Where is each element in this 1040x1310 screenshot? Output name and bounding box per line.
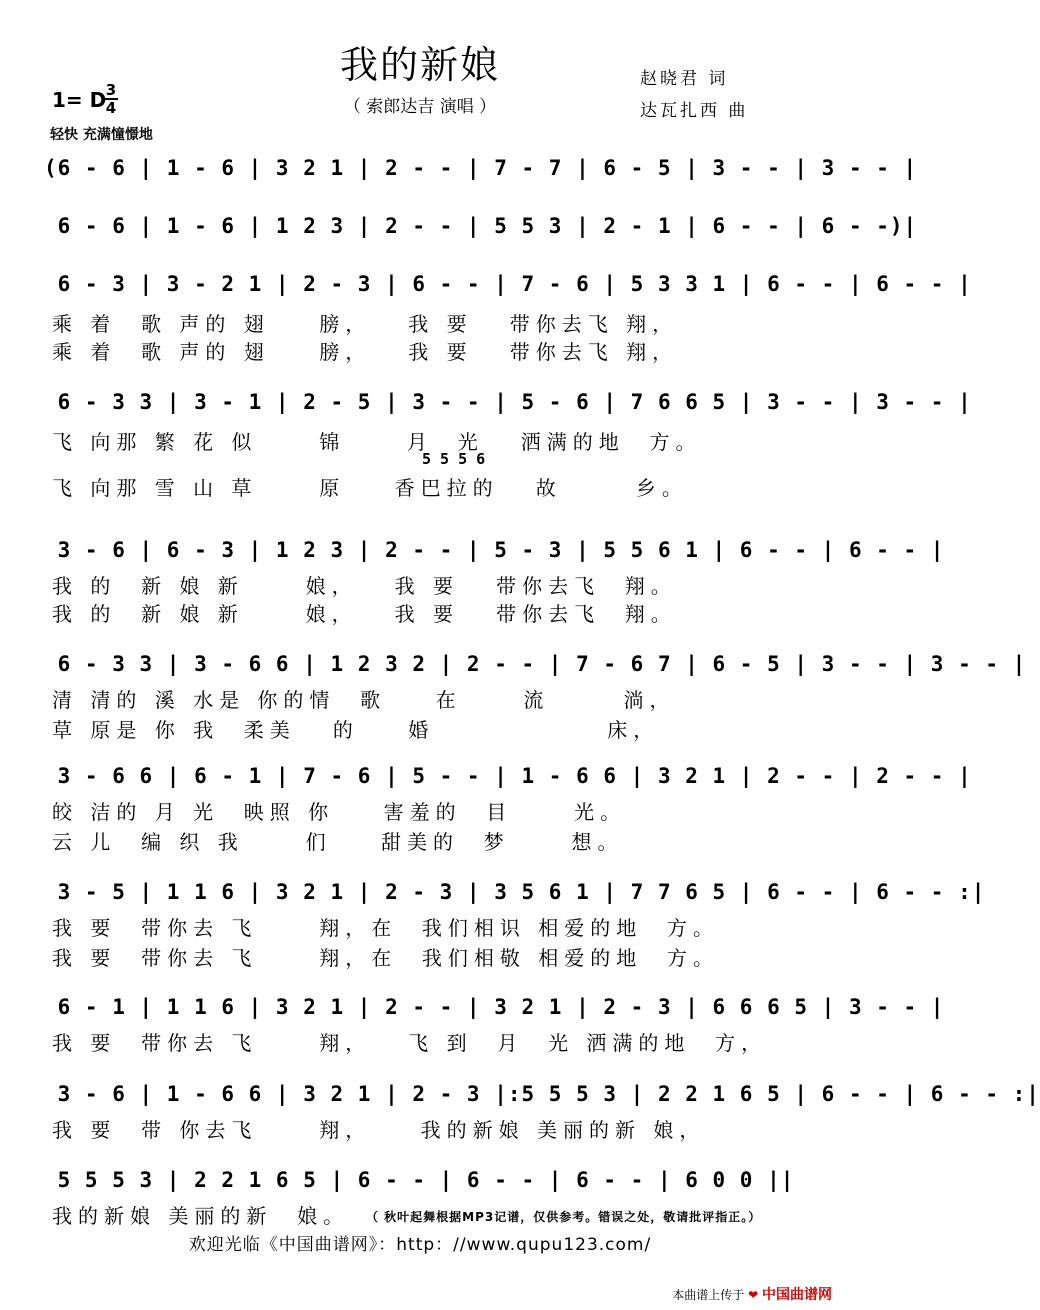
meter-bottom: 4 xyxy=(105,99,117,117)
lyric-verse-1: 我 要 带 你去飞 翔， 我的新娘 美丽的新 娘， xyxy=(52,1118,706,1142)
tempo-marking: 轻快 充满憧憬地 xyxy=(50,127,153,143)
composer: 达瓦扎西 曲 xyxy=(640,101,749,121)
transcription-remark: （ 秋叶起舞根据MP3记谱，仅供参考。错误之处，敬请批评指正。） xyxy=(366,1210,762,1224)
score-line-3 xyxy=(44,272,972,397)
lyric-verse-1: 我 要 带你去 飞 翔， 飞 到 月 光 洒满的地 方， xyxy=(52,1031,768,1055)
notation: 3 - 6 | 6 - 3 | 1 2 3 | 2 - - | 5 - 3 | 5 5 6 1 | 6 - - | 6 - - | xyxy=(44,538,945,562)
notation: (6 - 6 | 1 - 6 | 3 2 1 | 2 - - | 7 - 7 | 6 - 5 | 3 - - | 3 - - | xyxy=(44,156,918,180)
score-line-8 xyxy=(44,880,986,1005)
lyric-verse-2: 乘 着 歌 声的 翅 膀， 我 要 带你去飞 翔， xyxy=(52,340,679,364)
notation: 5 5 5 3 | 2 2 1 6 5 | 6 - - | 6 - - | 6 - - | 6 0 0 || xyxy=(44,1168,795,1192)
lyric-verse-2: 飞 向那 雪 山 草 原 香巴拉的 故 乡。 xyxy=(52,476,688,500)
site-logo-icon: ❤ xyxy=(748,1288,759,1302)
notation: 3 - 5 | 1 1 6 | 3 2 1 | 2 - 3 | 3 5 6 1 | 7 7 6 5 | 6 - - | 6 - - :| xyxy=(44,880,986,904)
welcome-line: 欢迎光临《中国曲谱网》：http：//www.qupu123.com/ xyxy=(188,1235,652,1255)
score-line-5 xyxy=(44,538,945,663)
lyric-verse-1: 我 要 带你去 飞 翔，在 我们相识 相爱的地 方。 xyxy=(52,916,720,940)
lyric-verse-1: 我 的 新 娘 新 娘， 我 要 带你去飞 翔。 xyxy=(52,574,677,598)
notation: 6 - 3 | 3 - 2 1 | 2 - 3 | 6 - - | 7 - 6 | 5 3 3 1 | 6 - - | 6 - - | xyxy=(44,272,972,296)
alternate-notes: 5 5 5 6 xyxy=(422,450,486,468)
song-title: 我的新娘 xyxy=(339,43,500,87)
notation: 6 - 1 | 1 1 6 | 3 2 1 | 2 - - | 3 2 1 | 2 - 3 | 6 6 6 5 | 3 - - | xyxy=(44,995,945,1019)
notation: 3 - 6 6 | 6 - 1 | 7 - 6 | 5 - - | 1 - 6 6 | 3 2 1 | 2 - - | 2 - - | xyxy=(44,764,972,788)
notation: 3 - 6 | 1 - 6 6 | 3 2 1 | 2 - 3 |:5 5 5 3 | 2 2 1 6 5 | 6 - - | 6 - - :| xyxy=(44,1082,1040,1106)
lyric-verse-2: 草 原是 你 我 柔美 的 婚 床， xyxy=(52,718,660,742)
lyric-verse-1: 乘 着 歌 声的 翅 膀， 我 要 带你去飞 翔， xyxy=(52,312,679,336)
lyric-verse-1: 我的新娘 美丽的新 娘。 xyxy=(52,1204,350,1228)
lyric-verse-1: 清 清的 溪 水是 你的情 歌 在 流 淌， xyxy=(52,688,676,712)
lyric-verse-1: 飞 向那 繁 花 似 锦 月 光 洒满的地 方。 xyxy=(52,430,702,454)
site-name: 中国曲谱网 xyxy=(762,1287,832,1303)
lyric-verse-2: 云 儿 编 织 我 们 甜美的 梦 想。 xyxy=(52,830,624,854)
upload-text: 本曲谱上传于 xyxy=(672,1288,745,1302)
time-signature xyxy=(104,82,118,116)
meter-top: 3 xyxy=(105,81,117,99)
lyricist: 赵晓君 词 xyxy=(640,69,729,89)
score-line-4 xyxy=(44,390,972,515)
notation: 6 - 3 3 | 3 - 6 6 | 1 2 3 2 | 2 - - | 7 - 6 7 | 6 - 5 | 3 - - | 3 - - | xyxy=(44,652,1027,676)
footer-upload xyxy=(672,1284,832,1304)
singer-line: （ 索郎达吉 演唱 ） xyxy=(343,97,497,117)
notation: 6 - 3 3 | 3 - 1 | 2 - 5 | 3 - - | 5 - 6 | 7 6 6 5 | 3 - - | 3 - - | xyxy=(44,390,972,414)
notation: 6 - 6 | 1 - 6 | 1 2 3 | 2 - - | 5 5 3 | 2 - 1 | 6 - - | 6 - -)| xyxy=(44,214,918,238)
lyric-verse-1: 皎 洁的 月 光 映照 你 害羞的 目 光。 xyxy=(52,800,627,824)
key-signature: 1= D xyxy=(52,88,107,112)
lyric-verse-2: 我 要 带你去 飞 翔，在 我们相敬 相爱的地 方。 xyxy=(52,946,720,970)
score-line-7 xyxy=(44,764,972,889)
lyric-verse-2: 我 的 新 娘 新 娘， 我 要 带你去飞 翔。 xyxy=(52,602,677,626)
